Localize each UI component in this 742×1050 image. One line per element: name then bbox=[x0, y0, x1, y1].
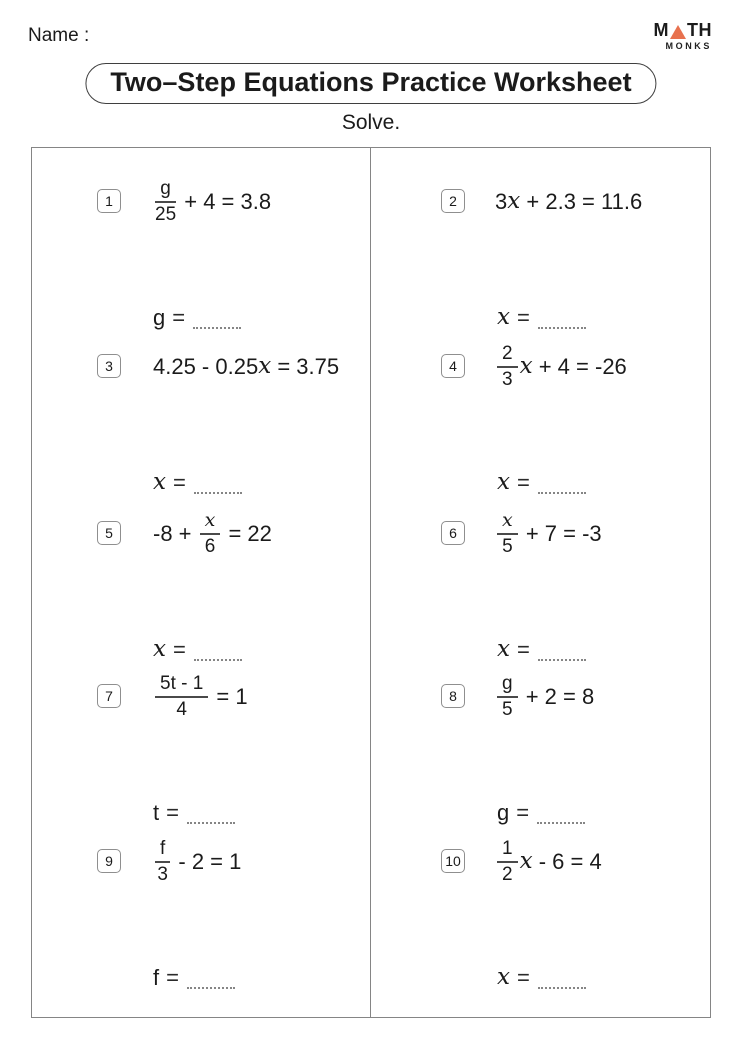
equation bbox=[495, 339, 627, 395]
answer-variable: x bbox=[497, 636, 511, 663]
answer-variable: g bbox=[153, 305, 166, 330]
problem-cell-2 bbox=[371, 174, 710, 334]
equation bbox=[153, 669, 248, 725]
equation-variable: x bbox=[507, 188, 521, 215]
problem-number-badge: 10 bbox=[441, 849, 465, 873]
problem-number-badge: 2 bbox=[441, 189, 465, 213]
equation-text: = 1 bbox=[210, 684, 248, 709]
equation-variable: x bbox=[519, 353, 533, 380]
equation bbox=[153, 339, 339, 395]
answer-equals: = bbox=[172, 305, 186, 330]
answer-line bbox=[497, 963, 586, 993]
answer-line bbox=[153, 798, 235, 828]
fraction: $\frac{x}{5}$ bbox=[497, 510, 518, 558]
answer-blank[interactable] bbox=[538, 645, 586, 661]
answer-line bbox=[153, 635, 242, 665]
equation-text: + 7 = -3 bbox=[519, 521, 602, 546]
problem-number-badge: 4 bbox=[441, 354, 465, 378]
answer-blank[interactable] bbox=[187, 973, 235, 989]
fraction: $\frac{g}{5}$ bbox=[497, 673, 518, 721]
logo-subtext: MONKS bbox=[665, 41, 712, 51]
math-monks-logo bbox=[654, 21, 713, 51]
name-label: Name : bbox=[28, 25, 90, 46]
answer-line bbox=[497, 635, 586, 665]
equation-text: 3 bbox=[495, 189, 508, 214]
answer-variable: f bbox=[153, 965, 160, 990]
answer-equals: = bbox=[166, 800, 179, 825]
equation bbox=[153, 834, 241, 890]
answer-equals: = bbox=[173, 470, 186, 495]
answer-blank[interactable] bbox=[187, 808, 235, 824]
problem-cell-1 bbox=[31, 174, 370, 334]
equation-variable: x bbox=[258, 353, 272, 380]
problem-number-badge: 6 bbox=[441, 521, 465, 545]
problem-number-badge: 1 bbox=[97, 189, 121, 213]
answer-line bbox=[153, 303, 241, 333]
answer-equals: = bbox=[517, 305, 530, 330]
equation-text: = 22 bbox=[222, 521, 272, 546]
fraction: $\frac{5t - 1}{4}$ bbox=[155, 673, 208, 721]
problem-number-badge: 3 bbox=[97, 354, 121, 378]
problem-cell-4 bbox=[371, 339, 710, 499]
answer-variable: x bbox=[497, 964, 511, 991]
equation bbox=[153, 174, 271, 230]
equation bbox=[495, 174, 642, 230]
answer-line bbox=[153, 963, 235, 993]
problem-number-badge: 7 bbox=[97, 684, 121, 708]
answer-blank[interactable] bbox=[537, 808, 585, 824]
answer-variable: x bbox=[497, 469, 511, 496]
answer-blank[interactable] bbox=[538, 313, 586, 329]
problem-number-badge: 8 bbox=[441, 684, 465, 708]
equation-text: 4.25 - 0.25 bbox=[153, 354, 259, 379]
problem-number-badge: 9 bbox=[97, 849, 121, 873]
fraction: $\frac{x}{6}$ bbox=[200, 510, 221, 558]
answer-equals: = bbox=[516, 800, 530, 825]
problem-cell-9 bbox=[31, 834, 370, 994]
equation-text: = 3.75 bbox=[271, 354, 340, 379]
problem-number-badge: 5 bbox=[97, 521, 121, 545]
instruction-text: Solve. bbox=[341, 111, 401, 134]
answer-equals: = bbox=[173, 637, 186, 662]
problem-cell-8 bbox=[371, 669, 710, 829]
equation bbox=[495, 834, 602, 890]
answer-equals: = bbox=[517, 965, 530, 990]
equation bbox=[153, 506, 272, 562]
problem-cell-3 bbox=[31, 339, 370, 499]
equation-text: + 4 = 3.8 bbox=[178, 189, 272, 214]
answer-line bbox=[497, 798, 585, 828]
equation-text: -8 + bbox=[153, 521, 198, 546]
logo-letters-th: TH bbox=[687, 20, 712, 40]
answer-variable: g bbox=[497, 800, 510, 825]
answer-blank[interactable] bbox=[538, 478, 586, 494]
problem-cell-7 bbox=[31, 669, 370, 829]
problem-cell-6 bbox=[371, 506, 710, 666]
answer-line bbox=[153, 468, 242, 498]
answer-variable: x bbox=[497, 304, 511, 331]
answer-variable: x bbox=[153, 636, 167, 663]
fraction: $\frac{1}{2}$ bbox=[497, 838, 518, 886]
answer-equals: = bbox=[517, 470, 530, 495]
answer-blank[interactable] bbox=[194, 645, 242, 661]
equation-text: - 2 = 1 bbox=[172, 849, 242, 874]
equation-text: + 2 = 8 bbox=[519, 684, 595, 709]
answer-line bbox=[497, 468, 586, 498]
equation-text: + 2.3 = 11.6 bbox=[520, 189, 643, 214]
fraction: $\frac{2}{3}$ bbox=[497, 343, 518, 391]
fraction: $\frac{f}{3}$ bbox=[155, 838, 170, 886]
fraction: $\frac{g}{25}$ bbox=[155, 178, 177, 225]
answer-line bbox=[497, 303, 586, 333]
equation bbox=[495, 669, 594, 725]
answer-variable: t bbox=[153, 800, 160, 825]
equation-text: - 6 = 4 bbox=[532, 849, 602, 874]
answer-blank[interactable] bbox=[194, 478, 242, 494]
equation-variable: x bbox=[519, 848, 533, 875]
answer-equals: = bbox=[166, 965, 179, 990]
logo-wordmark bbox=[654, 21, 713, 39]
answer-blank[interactable] bbox=[538, 973, 586, 989]
logo-letter-m: M bbox=[653, 20, 669, 40]
triangle-icon bbox=[670, 25, 686, 39]
equation bbox=[495, 506, 602, 562]
answer-blank[interactable] bbox=[193, 313, 241, 329]
answer-variable: x bbox=[153, 469, 167, 496]
equation-text: + 4 = -26 bbox=[532, 354, 627, 379]
problem-cell-10 bbox=[371, 834, 710, 994]
problem-cell-5 bbox=[31, 506, 370, 666]
worksheet-title: Two–Step Equations Practice Worksheet bbox=[85, 63, 656, 104]
answer-equals: = bbox=[517, 637, 530, 662]
